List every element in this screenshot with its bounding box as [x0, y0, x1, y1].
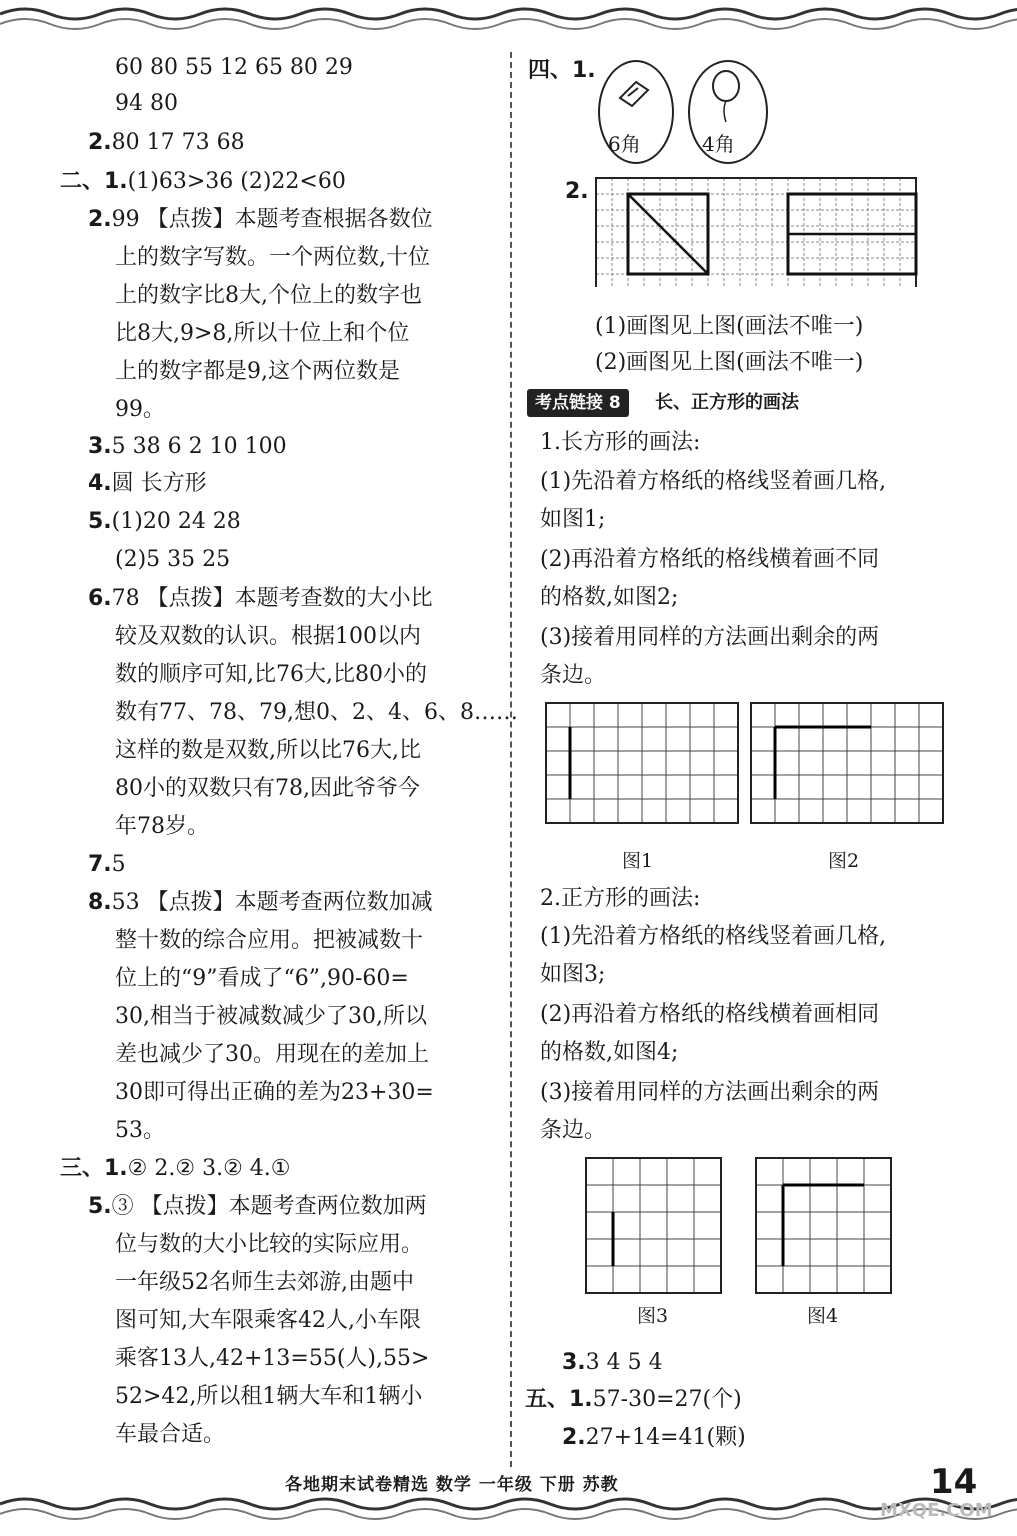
method-line: 如图3;: [540, 962, 606, 987]
method-line: 1.长方形的画法:: [540, 430, 701, 455]
oval-price-label: 4角: [702, 132, 735, 156]
item-number: 7.: [88, 852, 112, 877]
answer-text: (1)20 24 28: [111, 509, 241, 534]
method-line: 条边。: [540, 1118, 607, 1143]
oval-price-label: 6角: [608, 132, 641, 156]
figure-caption: 图2: [828, 850, 860, 872]
answer-line: [525, 1385, 742, 1415]
answer-text: 5 38 6 2 10 100: [111, 434, 287, 459]
explanation-line: 乘客13人,42+13=55(人),55>: [115, 1346, 430, 1371]
page-number: 14: [930, 1462, 978, 1502]
item-number: 3.: [88, 434, 112, 459]
item-number: 2.: [562, 1425, 586, 1450]
figure-1-grid: [545, 702, 739, 842]
column-divider: [510, 52, 512, 1467]
answer-text: 99 【点拨】本题考查根据各数位: [111, 207, 433, 232]
top-wave-border: [0, 0, 1017, 40]
eraser-icon: [614, 76, 654, 112]
explanation-line: 上的数字都是9,这个两位数是: [115, 359, 400, 384]
method-line: (1)先沿着方格纸的格线竖着画几格,: [540, 924, 887, 949]
explanation-line: 车最合适。: [115, 1422, 226, 1447]
answer-text: 53 【点拨】本题考查两位数加减: [111, 890, 433, 915]
explanation-line: 位上的“9”看成了“6”,90-60=: [115, 966, 409, 991]
section-number: 五、1.: [525, 1387, 593, 1412]
explanation-line: 这样的数是双数,所以比76大,比: [115, 738, 421, 763]
answer-text: 5: [111, 852, 126, 877]
item-number: [565, 177, 589, 207]
explanation-line: 图可知,大车限乘客42人,小车限: [115, 1308, 421, 1333]
explanation-line: 上的数字比8大,个位上的数字也: [115, 283, 422, 308]
item-number: 5.: [88, 1194, 112, 1219]
figure-caption: 图4: [807, 1305, 839, 1327]
explanation-line: 一年级52名师生去郊游,由题中: [115, 1270, 414, 1295]
knowledge-link-badge: 考点链接 8: [527, 389, 629, 417]
figure-3-grid: [585, 1157, 725, 1297]
method-line: (3)接着用同样的方法画出剩余的两: [540, 1080, 880, 1105]
section-number: 二、1.: [60, 169, 128, 194]
explanation-line: 差也减少了30。用现在的差加上: [115, 1042, 429, 1067]
knowledge-link-title: 长、正方形的画法: [655, 392, 799, 413]
section-number: [528, 56, 596, 86]
square-diagonal: [628, 194, 708, 274]
method-line: 如图1;: [540, 507, 606, 532]
answer-text: 圆 长方形: [111, 471, 207, 496]
answer-line: [60, 167, 346, 197]
page-footer: 各地期末试卷精选 数学 一年级 下册 苏教: [285, 1475, 619, 1495]
answer-line: [88, 205, 433, 235]
explanation-line: 上的数字写数。一个两位数,十位: [115, 245, 430, 270]
answer-line: 94 80: [115, 91, 178, 116]
answer-line: [88, 584, 433, 614]
method-line: (1)先沿着方格纸的格线竖着画几格,: [540, 469, 887, 494]
method-line: (2)再沿着方格纸的格线横着画不同: [540, 547, 880, 572]
answer-text: 78 【点拨】本题考查数的大小比: [111, 586, 433, 611]
figure-caption: 图1: [622, 850, 654, 872]
method-line: 的格数,如图2;: [540, 585, 679, 610]
figure-2-grid: [750, 702, 944, 842]
explanation-line: 53。: [115, 1118, 165, 1143]
item-number: 2.: [88, 207, 112, 232]
answer-line: [562, 1348, 663, 1378]
answer-text: 57-30=27(个): [592, 1387, 742, 1412]
answer-line: [562, 1423, 746, 1453]
item-number: 8.: [88, 890, 112, 915]
drawing-grid: [595, 177, 921, 287]
explanation-line: 年78岁。: [115, 814, 209, 839]
explanation-line: 位与数的大小比较的实际应用。: [115, 1232, 424, 1257]
explanation-line: 较及双数的认识。根据100以内: [115, 624, 421, 649]
bottom-wave-border: [0, 1490, 1017, 1530]
item-number: 3.: [562, 1350, 586, 1375]
balloon-icon: [706, 68, 746, 124]
answer-line: [88, 128, 245, 158]
section-label: 四、1.: [528, 58, 596, 83]
answer-line: [60, 1154, 291, 1184]
watermark: MXQE.COM: [880, 1500, 993, 1521]
grid-border: [586, 1158, 721, 1293]
explanation-line: 99。: [115, 397, 165, 422]
item-number: 6.: [88, 586, 112, 611]
explanation-line: 整十数的综合应用。把被减数十: [115, 928, 424, 953]
explanation-line: 数的顺序可知,比76大,比80小的: [115, 662, 427, 687]
answer-text: ② 2.② 3.② 4.①: [127, 1156, 291, 1181]
drawing-note: (2)画图见上图(画法不唯一): [595, 350, 864, 375]
method-line: 2.正方形的画法:: [540, 886, 701, 911]
item-number: 2.: [88, 130, 112, 155]
method-line: 条边。: [540, 663, 607, 688]
section-number: 三、1.: [60, 1156, 128, 1181]
explanation-line: 数有77、78、79,想0、2、4、6、8……: [115, 700, 518, 725]
method-line: (3)接着用同样的方法画出剩余的两: [540, 625, 880, 650]
answer-line: [88, 432, 287, 462]
explanation-line: 比8大,9>8,所以十位上和个位: [115, 321, 410, 346]
answer-line: [88, 1192, 427, 1222]
figure-4-grid: [755, 1157, 895, 1297]
item-number: 4.: [88, 471, 112, 496]
answer-line: (2)5 35 25: [115, 547, 231, 572]
item-number: 5.: [88, 509, 112, 534]
answer-text: 27+14=41(颗): [585, 1425, 746, 1450]
answer-line: [88, 888, 433, 918]
answer-line: [88, 850, 126, 880]
answer-text: (1)63>36 (2)22<60: [127, 169, 346, 194]
explanation-line: 30,相当于被减数减少了30,所以: [115, 1004, 427, 1029]
answer-text: 3 4 5 4: [585, 1350, 663, 1375]
answer-text: 80 17 73 68: [111, 130, 245, 155]
drawing-note: (1)画图见上图(画法不唯一): [595, 314, 864, 339]
item-label: 2.: [565, 179, 589, 204]
method-line: (2)再沿着方格纸的格线横着画相同: [540, 1002, 880, 1027]
grid-border: [756, 1158, 891, 1293]
answer-line: [88, 507, 241, 537]
answer-line: 60 80 55 12 65 80 29: [115, 55, 353, 80]
explanation-line: 30即可得出正确的差为23+30=: [115, 1080, 434, 1105]
explanation-line: 80小的双数只有78,因此爷爷今: [115, 776, 420, 801]
explanation-line: 52>42,所以租1辆大车和1辆小: [115, 1384, 423, 1409]
method-line: 的格数,如图4;: [540, 1040, 679, 1065]
answer-line: [88, 469, 207, 499]
figure-caption: 图3: [637, 1305, 669, 1327]
answer-text: ③ 【点拨】本题考查两位数加两: [111, 1194, 427, 1219]
